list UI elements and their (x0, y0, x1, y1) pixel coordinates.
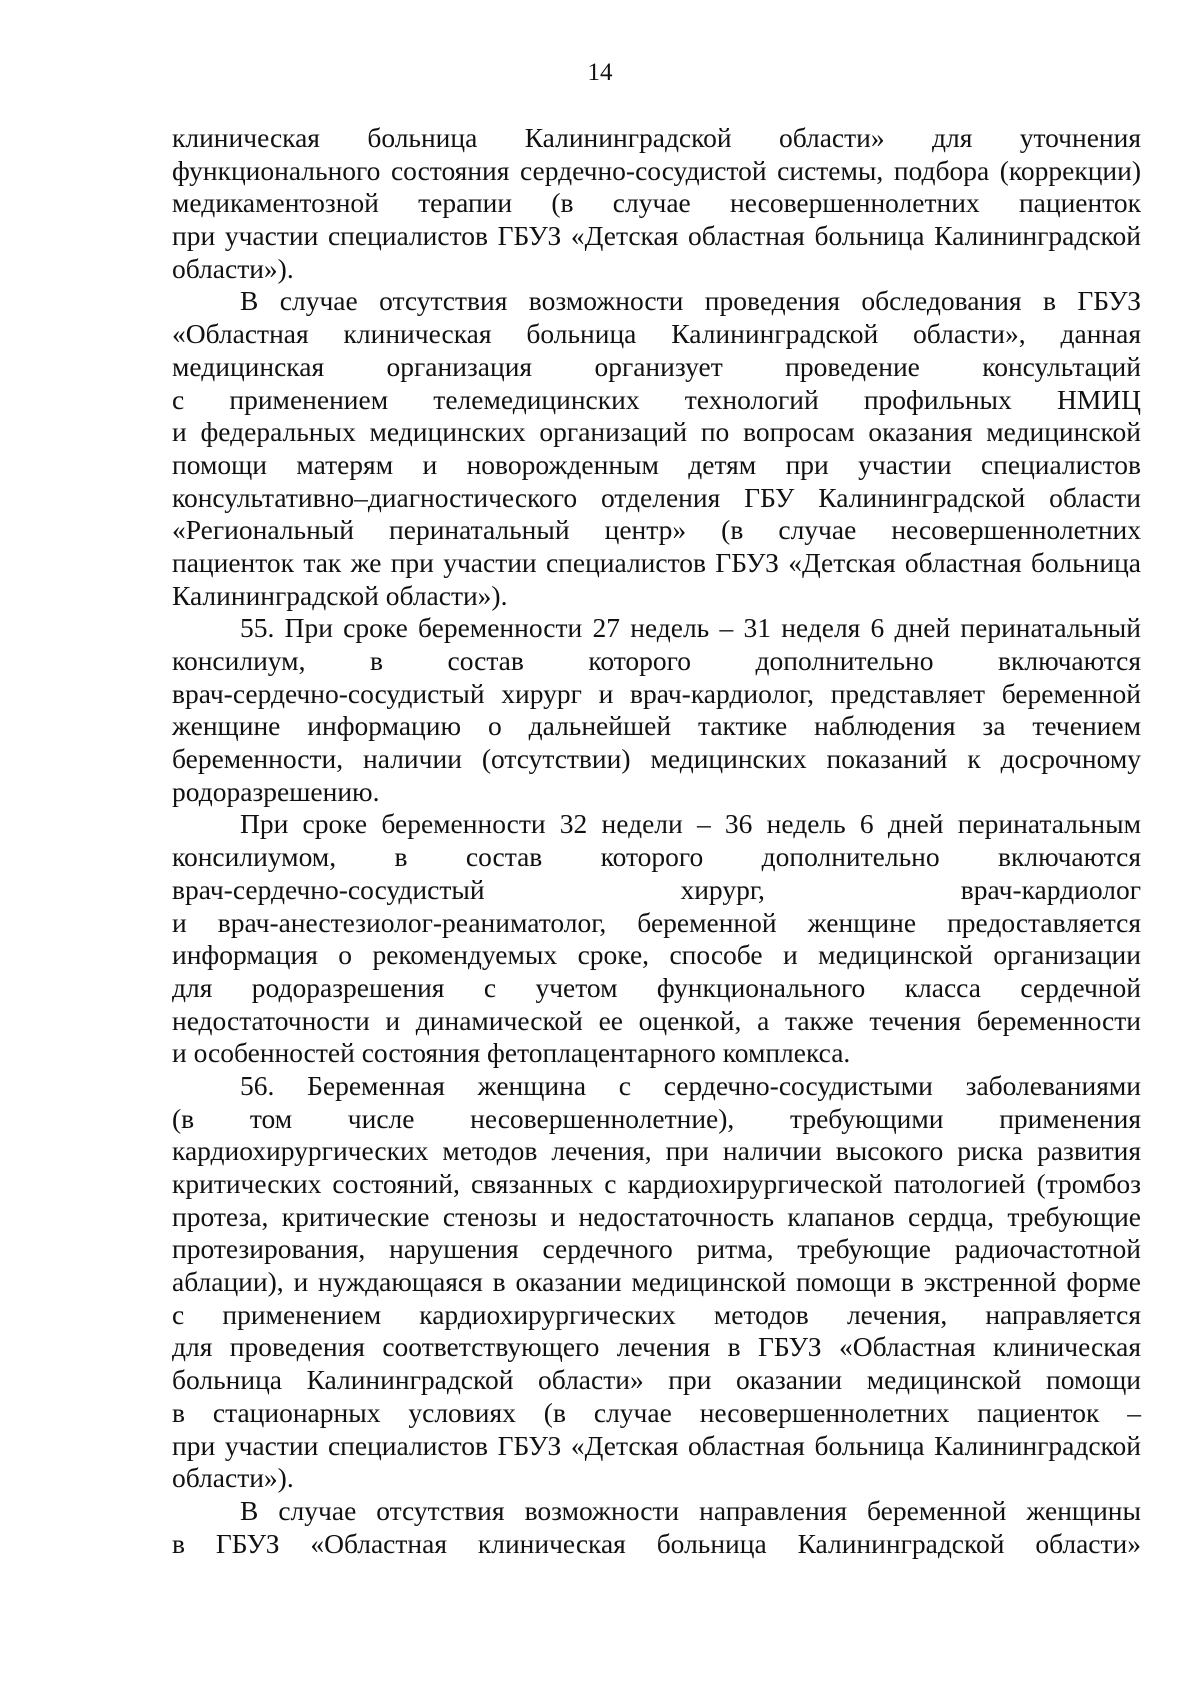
text-line: области»). (172, 252, 294, 284)
text-line: клиническая больница Калининградской области» для уточнения (172, 122, 1141, 153)
text-line: женщине информацию о дальнейшей тактике наблюдения за течением (172, 710, 1141, 742)
text-line: информация о рекомендуемых сроке, способе и медицинской организации (172, 939, 1141, 971)
text-line: с применением кардиохирургических методов лечения, направляется (172, 1298, 1141, 1330)
text-line: В случае отсутствия возможности проведения обследования в ГБУЗ (240, 285, 1141, 317)
text-line: протезирования, нарушения сердечного ритма, требующие радиочастотной (172, 1233, 1141, 1265)
text-line: и особенностей состояния фетоплацентарного комплекса. (172, 1037, 851, 1069)
text-line: критических состояний, связанных с кардиохирургической патологией (тромбоз (172, 1168, 1141, 1199)
text-line: При сроке беременности 32 недели – 36 недель 6 дней перинатальным (240, 808, 1141, 840)
text-line: аблации), и нуждающаяся в оказании медицинской помощи в экстренной форме (172, 1266, 1141, 1298)
text-line: области»). (172, 1462, 294, 1494)
text-line: Калининградской области»). (172, 579, 508, 611)
text-line: недостаточности и динамической ее оценкой, а также течения беременности (172, 1004, 1141, 1036)
text-line: медикаментозной терапии (в случае несовершеннолетних пациенток (172, 187, 1141, 219)
text-line: и федеральных медицинских организаций по вопросам оказания медицинской (172, 416, 1141, 448)
text-line: пациенток так же при участии специалистов ГБУЗ «Детская областная больница (172, 546, 1141, 578)
page-number: 14 (587, 59, 613, 86)
text-line: при участии специалистов ГБУЗ «Детская областная больница Калининградской (172, 220, 1141, 252)
text-line: при участии специалистов ГБУЗ «Детская областная больница Калининградской (172, 1429, 1141, 1461)
text-line: беременности, наличии (отсутствии) медицинских показаний к досрочному (172, 743, 1141, 775)
document-body (172, 122, 1141, 1560)
text-line: 55. При сроке беременности 27 недель – 31 неделя 6 дней перинатальный (240, 612, 1141, 644)
text-line: «Региональный перинатальный центр» (в случае несовершеннолетних (172, 514, 1141, 546)
text-line: консилиумом, в состав которого дополнительно включаются (172, 841, 1141, 873)
text-line: с применением телемедицинских технологий профильных НМИЦ (172, 383, 1141, 415)
text-line: (в том числе несовершеннолетние), требующими применения (172, 1102, 1141, 1134)
text-line: больница Калининградской области» при оказании медицинской помощи (172, 1364, 1141, 1396)
text-line: для родоразрешения с учетом функционального класса сердечной (172, 971, 1141, 1003)
text-line: кардиохирургических методов лечения, при наличии высокого риска развития (172, 1135, 1141, 1167)
text-line: 56. Беременная женщина с сердечно-сосудистыми заболеваниями (240, 1069, 1141, 1101)
text-line: протеза, критические стенозы и недостаточность клапанов сердца, требующие (172, 1200, 1141, 1232)
text-line: В случае отсутствия возможности направления беременной женщины (240, 1494, 1141, 1526)
text-line: врач-сердечно-сосудистый хирург и врач-кардиолог, представляет беременной (172, 677, 1141, 709)
text-line: функционального состояния сердечно-сосудистой системы, подбора (коррекции) (172, 154, 1141, 186)
text-line: родоразрешению. (172, 775, 380, 807)
text-line: и врач-анестезиолог-реаниматолог, беременной женщине предоставляется (172, 906, 1141, 938)
text-line: в ГБУЗ «Областная клиническая больница Калининградской области» (172, 1527, 1141, 1559)
text-line: помощи матерям и новорожденным детям при участии специалистов (172, 448, 1141, 480)
text-line: для проведения соответствующего лечения в ГБУЗ «Областная клиническая (172, 1331, 1141, 1363)
text-line: врач-сердечно-сосудистый хирург, врач-кардиолог (172, 873, 1141, 905)
text-line: «Областная клиническая больница Калининградской области», данная (172, 318, 1141, 350)
text-line: в стационарных условиях (в случае несовершеннолетних пациенток – (172, 1396, 1141, 1428)
text-line: консилиум, в состав которого дополнительно включаются (172, 645, 1141, 676)
text-line: консультативно–диагностического отделения ГБУ Калининградской области (172, 481, 1141, 513)
text-line: медицинская организация организует проведение консультаций (172, 350, 1141, 382)
